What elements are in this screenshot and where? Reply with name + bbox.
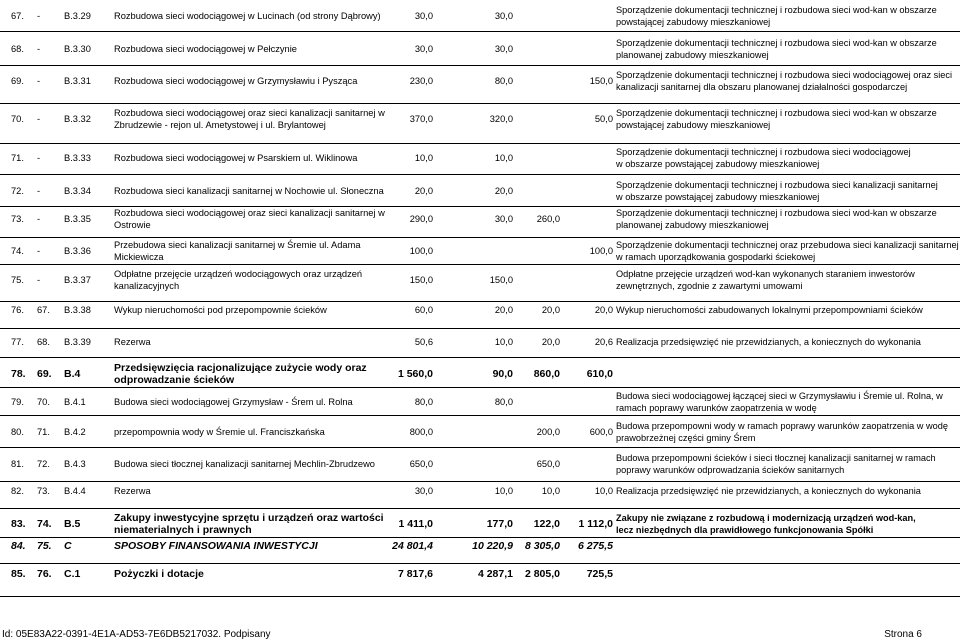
row-divider xyxy=(0,415,960,416)
row-number: 71. xyxy=(11,152,24,163)
item-justification: Sporządzenie dokumentacji technicznej i rozbudowa sieci wod-kan w obszarze xyxy=(616,108,937,118)
value-year-2: 2 805,0 xyxy=(524,568,560,580)
row-divider xyxy=(0,65,960,66)
position-code: B.4.4 xyxy=(64,486,86,496)
value-year-3: 10,0 xyxy=(594,486,613,496)
row-number: 84. xyxy=(11,540,26,552)
item-justification: poprawy warunków odprowadzania ścieków sanitarnych xyxy=(616,464,845,475)
value-year-2: 200,0 xyxy=(536,426,560,437)
item-justification: Sporządzenie dokumentacji technicznej i rozbudowa sieci wod-kan w obszarze xyxy=(616,38,937,48)
row-number-previous: 69. xyxy=(37,367,52,380)
row-divider xyxy=(0,206,960,207)
value-year-1: 20,0 xyxy=(494,185,513,196)
value-total: 290,0 xyxy=(409,213,433,224)
row-number-previous: 71. xyxy=(37,426,50,437)
value-year-2: 860,0 xyxy=(533,367,560,380)
value-total: 30,0 xyxy=(414,486,433,496)
item-justification: w ramach uporządkowania gospodarki ściekowej xyxy=(616,251,816,262)
item-description: Ostrowie xyxy=(114,219,151,230)
value-year-1: 177,0 xyxy=(486,517,513,530)
position-code: B.3.36 xyxy=(64,245,91,256)
value-total: 800,0 xyxy=(409,426,433,437)
item-justification: Budowa przepompowni wody w ramach poprawy warunków zaopatrzenia w wodę xyxy=(616,421,948,431)
row-number: 78. xyxy=(11,367,26,380)
value-year-3: 20,0 xyxy=(594,305,613,315)
position-code: B.3.35 xyxy=(64,213,91,224)
row-number-previous: - xyxy=(37,213,41,224)
value-year-3: 600,0 xyxy=(589,426,613,437)
item-description: Rozbudowa sieci wodociągowej w Lucinach (od strony Dąbrowy) xyxy=(114,10,381,21)
document-id-footer: Id: 05E83A22-0391-4E1A-AD53-7E6DB5217032. Podpisany xyxy=(2,629,271,640)
row-number-previous: - xyxy=(37,152,41,163)
row-number: 79. xyxy=(11,396,24,407)
value-year-2: 260,0 xyxy=(536,213,560,224)
item-justification: Sporządzenie dokumentacji technicznej i rozbudowa sieci kanalizacji sanitarnej xyxy=(616,180,938,190)
item-justification: planowanej zabudowy mieszkaniowej xyxy=(616,219,769,230)
value-year-1: 30,0 xyxy=(494,10,513,21)
item-justification: Budowa sieci wodociągowej łączącej sieci w Grzymysławiu i Śremie ul. Rolna, w xyxy=(616,391,943,401)
row-number: 72. xyxy=(11,185,24,196)
row-divider xyxy=(0,103,960,104)
position-code: B.5 xyxy=(64,517,81,530)
row-number-previous: 74. xyxy=(37,517,52,530)
value-total: 150,0 xyxy=(409,274,433,285)
item-description: Rezerwa xyxy=(114,337,151,347)
row-number: 83. xyxy=(11,517,26,530)
position-code: B.3.29 xyxy=(64,10,91,21)
position-code: C xyxy=(64,540,72,552)
value-total: 80,0 xyxy=(414,396,433,407)
row-divider xyxy=(0,563,960,564)
item-justification: lecz niezbędnych dla prawidłowego funkcjonowania Spółki xyxy=(616,524,874,535)
value-year-1: 10,0 xyxy=(494,486,513,496)
value-year-1: 10,0 xyxy=(494,337,513,347)
value-total: 20,0 xyxy=(414,185,433,196)
item-description: Mickiewicza xyxy=(114,251,164,262)
item-description: Przebudowa sieci kanalizacji sanitarnej w Śremie ul. Adama xyxy=(114,240,361,250)
value-year-1: 90,0 xyxy=(492,367,513,380)
item-justification: Wykup nieruchomości zabudowanych lokalnymi przepompowniami ścieków xyxy=(616,305,923,315)
item-justification: Sporządzenie dokumentacji technicznej i rozbudowa sieci wod-kan w obszarze xyxy=(616,208,937,218)
page-number: Strona 6 xyxy=(884,629,922,640)
position-code: B.3.31 xyxy=(64,75,91,86)
item-description: Budowa sieci tłocznej kanalizacji sanitarnej Mechlin-Zbrudzewo xyxy=(114,458,375,469)
row-number: 82. xyxy=(11,486,24,496)
row-number: 68. xyxy=(11,43,24,54)
value-total: 30,0 xyxy=(414,43,433,54)
row-divider xyxy=(0,301,960,302)
item-justification: Realizacja przedsięwzięć nie przewidzianych, a koniecznych do wykonania xyxy=(616,337,921,347)
row-number: 76. xyxy=(11,305,24,315)
row-number-previous: - xyxy=(37,113,41,124)
row-number-previous: 72. xyxy=(37,458,50,469)
row-number: 77. xyxy=(11,337,24,347)
row-number-previous: - xyxy=(37,274,41,285)
item-description: Budowa sieci wodociągowej Grzymysław - Śrem ul. Rolna xyxy=(114,396,353,407)
row-number-previous: 68. xyxy=(37,337,50,347)
row-divider xyxy=(0,143,960,144)
value-year-1: 80,0 xyxy=(494,396,513,407)
position-code: B.4.1 xyxy=(64,396,86,407)
position-code: B.4.3 xyxy=(64,458,86,469)
row-number-previous: 73. xyxy=(37,486,50,496)
item-description: SPOSOBY FINANSOWANIA INWESTYCJI xyxy=(114,540,318,552)
value-total: 100,0 xyxy=(409,245,433,256)
row-number-previous: - xyxy=(37,185,41,196)
value-total: 30,0 xyxy=(414,10,433,21)
value-year-3: 725,5 xyxy=(586,568,613,580)
item-description: Zbrudzewie - rejon ul. Ametystowej i ul. Brylantowej xyxy=(114,119,326,130)
item-justification: kanalizacji sanitarnej dla obszaru planowanej działalności gospodarczej xyxy=(616,81,908,92)
row-number: 81. xyxy=(11,458,24,469)
position-code: B.3.37 xyxy=(64,274,91,285)
row-number-previous: - xyxy=(37,43,41,54)
item-description: Pożyczki i dotacje xyxy=(114,568,204,580)
item-justification: zewnętrznych, zgodnie z zawartymi umowami xyxy=(616,280,803,291)
row-number: 74. xyxy=(11,245,24,256)
value-year-2: 10,0 xyxy=(541,486,560,496)
row-divider xyxy=(0,508,960,509)
row-number-previous: - xyxy=(37,10,41,21)
value-year-1: 4 287,1 xyxy=(477,568,513,580)
row-divider xyxy=(0,264,960,265)
row-divider xyxy=(0,328,960,329)
row-number-previous: - xyxy=(37,245,41,256)
item-justification: Sporządzenie dokumentacji technicznej i rozbudowa sieci wodociągowej oraz sieci xyxy=(616,70,953,80)
row-divider xyxy=(0,481,960,482)
row-divider xyxy=(0,596,960,597)
row-number: 73. xyxy=(11,213,24,224)
row-number-previous: 70. xyxy=(37,396,50,407)
row-number-previous: 75. xyxy=(37,540,52,552)
item-justification: Sporządzenie dokumentacji technicznej i rozbudowa sieci wod-kan w obszarze xyxy=(616,5,937,15)
item-justification: powstającej zabudowy mieszkaniowej xyxy=(616,119,771,130)
row-number: 75. xyxy=(11,274,24,285)
value-year-1: 320,0 xyxy=(489,113,513,124)
value-year-2: 20,0 xyxy=(541,337,560,347)
item-justification: Budowa przepompowni ścieków i sieci tłocznej kanalizacji sanitarnej w ramach xyxy=(616,453,936,463)
row-number: 80. xyxy=(11,426,24,437)
row-divider xyxy=(0,237,960,238)
value-total: 370,0 xyxy=(409,113,433,124)
item-description: Przedsięwzięcia racjonalizujące zużycie wody oraz xyxy=(114,362,367,374)
row-divider xyxy=(0,387,960,388)
position-code: B.3.34 xyxy=(64,185,91,196)
value-total: 10,0 xyxy=(414,152,433,163)
value-year-1: 10,0 xyxy=(494,152,513,163)
row-number-previous: 76. xyxy=(37,568,52,580)
value-total: 60,0 xyxy=(414,305,433,315)
value-total: 7 817,6 xyxy=(397,568,433,580)
item-description: przepompownia wody w Śremie ul. Franciszkańska xyxy=(114,426,325,437)
value-total: 650,0 xyxy=(409,458,433,469)
item-justification: prawobrzeżnej części gminy Śrem xyxy=(616,432,756,443)
position-code: B.3.32 xyxy=(64,113,91,124)
item-justification: Sporządzenie dokumentacji technicznej oraz przebudowa sieci kanalizacji sanitarnej xyxy=(616,240,959,250)
value-year-2: 20,0 xyxy=(541,305,560,315)
item-description: Rozbudowa sieci wodociągowej w Grzymysławiu i Pysząca xyxy=(114,75,358,86)
value-year-3: 100,0 xyxy=(589,245,613,256)
item-justification: Odpłatne przejęcie urządzeń wod-kan wykonanych staraniem inwestorów xyxy=(616,269,915,279)
item-description: Rozbudowa sieci wodociągowej w Psarskiem ul. Wiklinowa xyxy=(114,152,358,163)
value-total: 1 411,0 xyxy=(398,517,433,530)
item-justification: Zakupy nie związane z rozbudową i modernizacją urządzeń wod-kan, xyxy=(616,513,916,523)
value-total: 230,0 xyxy=(409,75,433,86)
position-code: B.4 xyxy=(64,367,81,380)
position-code: B.4.2 xyxy=(64,426,86,437)
value-year-1: 20,0 xyxy=(494,305,513,315)
value-year-2: 122,0 xyxy=(533,517,560,530)
position-code: B.3.38 xyxy=(64,305,91,315)
row-number-previous: 67. xyxy=(37,305,50,315)
value-year-2: 8 305,0 xyxy=(524,540,560,552)
item-description: Odpłatne przejęcie urządzeń wodociągowych oraz urządzeń xyxy=(114,269,363,279)
item-description: kanalizacyjnych xyxy=(114,280,180,291)
value-year-1: 10 220,9 xyxy=(472,540,513,552)
value-total: 1 560,0 xyxy=(397,367,433,380)
value-year-3: 6 275,5 xyxy=(577,540,613,552)
value-year-2: 650,0 xyxy=(536,458,560,469)
position-code: B.3.30 xyxy=(64,43,91,54)
position-code: B.3.39 xyxy=(64,337,91,347)
value-year-1: 150,0 xyxy=(489,274,513,285)
item-description: Rezerwa xyxy=(114,486,151,496)
value-year-3: 20,6 xyxy=(594,337,613,347)
item-justification: w obszarze powstającej zabudowy mieszkaniowej xyxy=(616,191,820,202)
item-description: Rozbudowa sieci kanalizacji sanitarnej w Nochowie ul. Słoneczna xyxy=(114,185,384,196)
value-year-3: 50,0 xyxy=(594,113,613,124)
item-justification: w obszarze powstającej zabudowy mieszkaniowej xyxy=(616,158,820,169)
row-divider xyxy=(0,31,960,32)
item-description: niematerialnych i prawnych xyxy=(114,523,252,536)
row-number: 70. xyxy=(11,113,24,124)
position-code: C.1 xyxy=(64,568,81,580)
value-total: 24 801,4 xyxy=(392,540,433,552)
row-divider xyxy=(0,447,960,448)
value-year-1: 80,0 xyxy=(494,75,513,86)
value-year-1: 30,0 xyxy=(494,43,513,54)
position-code: B.3.33 xyxy=(64,152,91,163)
item-description: Zakupy inwestycyjne sprzętu i urządzeń oraz wartości xyxy=(114,512,384,524)
item-description: Wykup nieruchomości pod przepompownie ścieków xyxy=(114,305,327,315)
value-year-1: 30,0 xyxy=(494,213,513,224)
item-justification: Sporządzenie dokumentacji technicznej i rozbudowa sieci wodociągowej xyxy=(616,147,911,157)
item-description: Rozbudowa sieci wodociągowej oraz sieci kanalizacji sanitarnej w xyxy=(114,208,385,218)
item-justification: powstającej zabudowy mieszkaniowej xyxy=(616,16,771,27)
item-justification: planowanej zabudowy mieszkaniowej xyxy=(616,49,769,60)
row-divider xyxy=(0,537,960,538)
value-year-3: 610,0 xyxy=(586,367,613,380)
row-number: 69. xyxy=(11,75,24,86)
item-description: odprowadzanie ścieków xyxy=(114,373,235,386)
value-year-3: 1 112,0 xyxy=(578,517,613,530)
row-number: 67. xyxy=(11,10,24,21)
item-justification: Realizacja przedsięwzięć nie przewidzianych, a koniecznych do wykonania xyxy=(616,486,921,496)
item-description: Rozbudowa sieci wodociągowej w Pełczynie xyxy=(114,43,297,54)
row-divider xyxy=(0,174,960,175)
item-justification: ramach poprawy warunków zaopatrzenia w wodę xyxy=(616,402,817,413)
row-number-previous: - xyxy=(37,75,41,86)
row-divider xyxy=(0,357,960,358)
item-description: Rozbudowa sieci wodociągowej oraz sieci kanalizacji sanitarnej w xyxy=(114,108,385,118)
row-number: 85. xyxy=(11,568,26,580)
value-year-3: 150,0 xyxy=(589,75,613,86)
value-total: 50,6 xyxy=(414,337,433,347)
